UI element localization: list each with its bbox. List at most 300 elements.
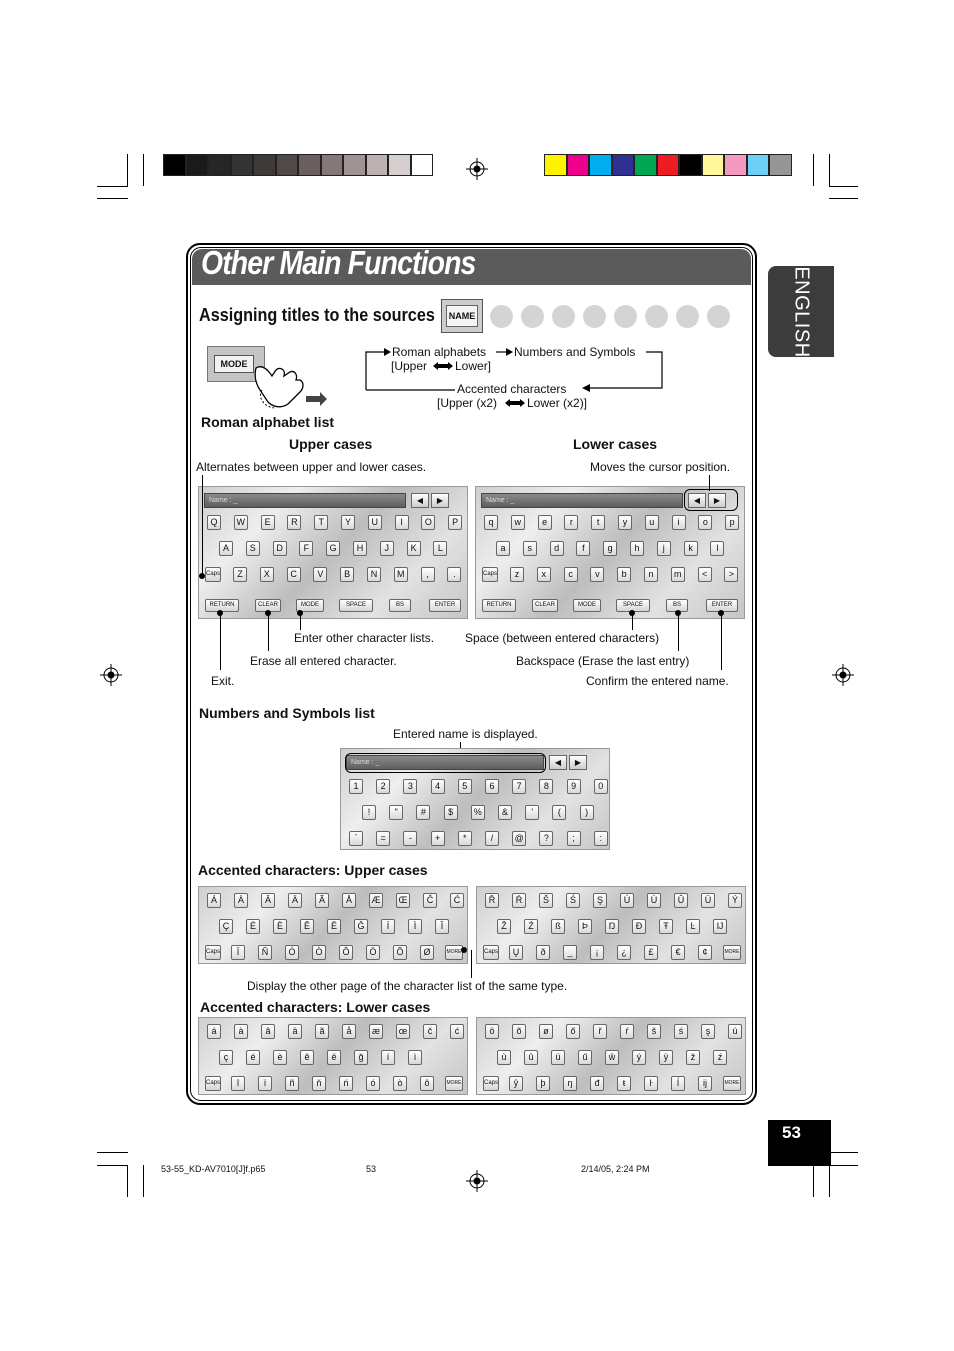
numbers-list-heading: Numbers and Symbols list — [199, 705, 375, 721]
keyboard-accented-lower-right — [476, 1017, 746, 1095]
char-key: ô — [420, 1076, 434, 1091]
more-key: MORE — [723, 1076, 741, 1091]
char-key: È — [273, 919, 287, 934]
page-title: Other Main Functions — [201, 244, 476, 281]
crop-mark — [829, 1152, 858, 1153]
char-key: f — [576, 541, 590, 556]
language-tab — [768, 266, 834, 357]
char-key: î — [231, 1076, 245, 1091]
char-key: i — [672, 515, 686, 530]
cursor-right-key: ▶ — [431, 493, 449, 508]
registration-mark-icon — [100, 664, 122, 686]
char-key: n — [644, 567, 658, 582]
char-key: Č — [423, 893, 437, 908]
char-key: h — [630, 541, 644, 556]
color-swatch — [634, 154, 657, 176]
char-key: Ù — [647, 893, 661, 908]
char-key: Û — [674, 893, 688, 908]
callout-dot — [718, 610, 724, 616]
callout-line — [678, 613, 679, 651]
char-key: Z — [233, 567, 247, 582]
footer-page: 53 — [366, 1164, 377, 1174]
callout-dot — [217, 610, 223, 616]
char-key: Í — [381, 919, 395, 934]
char-key: ú — [728, 1024, 742, 1039]
callout-line — [721, 613, 722, 670]
char-key: M — [394, 567, 408, 582]
color-swatch — [343, 154, 366, 176]
callout-bs: Backspace (Erase the last entry) — [516, 654, 690, 668]
footer-date: 2/14/05, 2:24 PM — [581, 1164, 650, 1174]
char-key: Ř — [485, 893, 499, 908]
char-key: ö — [485, 1024, 499, 1039]
color-swatch — [321, 154, 344, 176]
char-key: Ŕ — [512, 893, 526, 908]
char-key: ć — [450, 1024, 464, 1039]
char-key: ĳ — [698, 1076, 712, 1091]
caps-key: Caps — [483, 1076, 499, 1091]
color-swatch — [567, 154, 590, 176]
char-key: Ú — [620, 893, 634, 908]
char-key: _ — [563, 945, 577, 960]
char-key: k — [684, 541, 698, 556]
char-key: í — [381, 1050, 395, 1065]
char-key: & — [498, 805, 512, 820]
footer-file: 53-55_KD-AV7010[J]f.p65 — [161, 1164, 266, 1174]
char-key: l — [710, 541, 724, 556]
keyboard-accented-upper-left — [198, 886, 468, 964]
char-key: p — [725, 515, 739, 530]
accented-upper-heading: Accented characters: Upper cases — [198, 862, 428, 878]
char-key: " — [389, 805, 403, 820]
char-key: / — [485, 831, 499, 846]
registration-mark-icon — [466, 158, 488, 180]
char-key: K — [407, 541, 421, 556]
hand-pointer-icon — [248, 360, 328, 412]
crop-mark — [813, 1165, 814, 1197]
caps-note: Alternates between upper and lower cases. — [196, 460, 427, 474]
accented-lower-heading: Accented characters: Lower cases — [200, 999, 431, 1015]
crop-mark — [97, 1165, 128, 1166]
char-key: 3 — [403, 779, 417, 794]
char-key: X — [260, 567, 274, 582]
char-key: Ã — [315, 893, 329, 908]
color-swatch — [231, 154, 254, 176]
color-swatch — [702, 154, 725, 176]
char-key: ø — [539, 1024, 553, 1039]
char-key: ź — [713, 1050, 727, 1065]
caps-key: Caps — [482, 567, 498, 582]
char-key: ŕ — [620, 1024, 634, 1039]
char-key: Ë — [327, 919, 341, 934]
char-key: r — [564, 515, 578, 530]
color-swatch — [612, 154, 635, 176]
char-key: ó — [366, 1076, 380, 1091]
char-key: Æ — [369, 893, 383, 908]
char-key: A — [219, 541, 233, 556]
registration-mark-icon — [466, 1170, 488, 1192]
callout-dot — [199, 573, 205, 579]
name-button-illustration — [441, 299, 483, 333]
char-key: 5 — [458, 779, 472, 794]
char-key: Ä — [288, 893, 302, 908]
callout-line — [471, 950, 472, 978]
char-key: ) — [580, 805, 594, 820]
char-key: % — [471, 805, 485, 820]
char-key: ű — [578, 1050, 592, 1065]
char-key: H — [353, 541, 367, 556]
char-key: ! — [362, 805, 376, 820]
caps-key: Caps — [205, 945, 221, 960]
char-key: è — [273, 1050, 287, 1065]
char-key: B — [340, 567, 354, 582]
char-key: å — [342, 1024, 356, 1039]
char-key: = — [376, 831, 390, 846]
function-key-mode: MODE — [296, 599, 324, 612]
crop-mark — [127, 154, 128, 186]
char-key: D — [273, 541, 287, 556]
callout-line — [202, 475, 203, 575]
char-key: đ — [590, 1076, 604, 1091]
char-key: 8 — [539, 779, 553, 794]
color-swatch — [589, 154, 612, 176]
keyboard-accented-lower-left — [198, 1017, 468, 1095]
char-key: ë — [327, 1050, 341, 1065]
char-key: ñ — [285, 1076, 299, 1091]
char-key: T — [314, 515, 328, 530]
char-key: € — [671, 945, 685, 960]
char-key: ¢ — [698, 945, 712, 960]
char-key: Œ — [396, 893, 410, 908]
callout-dot — [297, 610, 303, 616]
function-key-return: RETURN — [205, 599, 239, 612]
char-key: û — [524, 1050, 538, 1065]
callout-dot — [461, 947, 467, 953]
char-key: 0 — [594, 779, 608, 794]
char-key: E — [261, 515, 275, 530]
char-key: Á — [207, 893, 221, 908]
grayscale-calibration-bar — [163, 154, 433, 176]
char-key: Õ — [393, 945, 407, 960]
char-key: e — [538, 515, 552, 530]
char-key: u — [645, 515, 659, 530]
callout-space: Space (between entered characters) — [465, 631, 660, 645]
char-key: > — [724, 567, 738, 582]
char-key: Ò — [312, 945, 326, 960]
name-button-label: NAME — [446, 305, 478, 327]
char-key: þ — [536, 1076, 550, 1091]
lower-cases-heading: Lower cases — [573, 436, 658, 452]
char-key: I — [395, 515, 409, 530]
char-key: ő — [566, 1024, 580, 1039]
crop-mark — [829, 198, 858, 199]
char-key: q — [484, 515, 498, 530]
name-input-field: Name : _ — [481, 493, 683, 508]
char-key: + — [431, 831, 445, 846]
char-key: b — [617, 567, 631, 582]
char-key: ß — [551, 919, 565, 934]
char-key: č — [423, 1024, 437, 1039]
crop-mark — [143, 1165, 144, 1197]
char-key: c — [564, 567, 578, 582]
name-field-highlight — [345, 753, 546, 773]
char-key: Đ — [632, 919, 646, 934]
color-swatch — [679, 154, 702, 176]
char-key: P — [448, 515, 462, 530]
char-key: ŷ — [509, 1076, 523, 1091]
more-key: MORE — [723, 945, 741, 960]
color-swatch — [366, 154, 389, 176]
char-key: d — [550, 541, 564, 556]
more-key: MORE — [445, 945, 463, 960]
char-key: V — [313, 567, 327, 582]
callout-dot — [675, 610, 681, 616]
crop-mark — [127, 1165, 128, 1197]
char-key: G — [326, 541, 340, 556]
callout-return: Exit. — [211, 674, 235, 688]
language-tab-label: ENGLISH — [790, 265, 813, 358]
name-input-field: Name : _ — [204, 493, 406, 508]
char-key: ř — [593, 1024, 607, 1039]
char-key: W — [234, 515, 248, 530]
char-key: Â — [261, 893, 275, 908]
cursor-left-key: ◀ — [549, 755, 567, 770]
registration-mark-icon — [832, 664, 854, 686]
crop-mark — [97, 198, 128, 199]
char-key: ü — [551, 1050, 565, 1065]
crop-mark — [143, 154, 144, 186]
char-key: Ų — [509, 945, 523, 960]
char-key: æ — [369, 1024, 383, 1039]
function-key-return: RETURN — [482, 599, 516, 612]
char-key: < — [698, 567, 712, 582]
cursor-note: Moves the cursor position. — [590, 460, 731, 474]
char-key: j — [657, 541, 671, 556]
char-key: ç — [219, 1050, 233, 1065]
cursor-left-key: ◀ — [411, 493, 429, 508]
char-key: ' — [525, 805, 539, 820]
char-key: ¿ — [617, 945, 631, 960]
page-number: 53 — [782, 1123, 801, 1142]
color-swatch — [208, 154, 231, 176]
char-key: à — [234, 1024, 248, 1039]
char-key: ś — [674, 1024, 688, 1039]
cursor-right-key: ▶ — [569, 755, 587, 770]
function-key-bs: BS — [389, 599, 411, 612]
entered-name-note: Entered name is displayed. — [393, 727, 538, 741]
char-key: ï — [258, 1076, 272, 1091]
cursor-left-key: ◀ — [688, 493, 706, 508]
function-key-clear: CLEAR — [255, 599, 281, 612]
char-key: g — [603, 541, 617, 556]
page-number-box — [768, 1120, 831, 1166]
crop-mark — [813, 154, 814, 186]
crop-mark — [829, 186, 858, 187]
char-key: ä — [288, 1024, 302, 1039]
char-key: . — [447, 567, 461, 582]
flow-accented: Accented characters — [457, 382, 567, 396]
mode-flow-diagram — [360, 340, 670, 420]
char-key: 9 — [567, 779, 581, 794]
char-key: Ï — [231, 945, 245, 960]
char-key: # — [416, 805, 430, 820]
char-key: Ś — [566, 893, 580, 908]
char-key: ŀ — [644, 1076, 658, 1091]
char-key: 7 — [512, 779, 526, 794]
char-key: Ŋ — [605, 919, 619, 934]
char-key: ş — [701, 1024, 715, 1039]
char-key: Þ — [578, 919, 592, 934]
color-swatch — [276, 154, 299, 176]
char-key: ň — [312, 1076, 326, 1091]
char-key: Ý — [728, 893, 742, 908]
char-key: Š — [539, 893, 553, 908]
flow-upper-x2: [Upper (x2) — [437, 396, 498, 410]
function-key-bs: BS — [666, 599, 688, 612]
color-swatch — [298, 154, 321, 176]
char-key: $ — [444, 805, 458, 820]
char-key: Ê — [300, 919, 314, 934]
callout-clear: Erase all entered character. — [250, 654, 397, 668]
flow-roman: Roman alphabets — [392, 345, 487, 359]
char-key: ì — [408, 1050, 422, 1065]
char-key: @ — [512, 831, 526, 846]
char-key: ń — [339, 1076, 353, 1091]
caps-key: Caps — [205, 567, 221, 582]
char-key: R — [287, 515, 301, 530]
char-key: Ŧ — [659, 919, 673, 934]
char-key: U — [368, 515, 382, 530]
function-key-space: SPACE — [339, 599, 373, 612]
color-swatch — [747, 154, 770, 176]
color-swatch — [724, 154, 747, 176]
char-key: À — [234, 893, 248, 908]
callout-enter: Confirm the entered name. — [586, 674, 729, 688]
char-key: ` — [349, 831, 363, 846]
char-key: ŋ — [563, 1076, 577, 1091]
char-key: : — [594, 831, 608, 846]
color-calibration-bar — [544, 154, 792, 176]
flow-lower: Lower] — [455, 359, 492, 373]
crop-mark — [97, 1152, 128, 1153]
crop-mark — [829, 154, 830, 186]
crop-mark — [97, 186, 128, 187]
char-key: 6 — [485, 779, 499, 794]
char-key: Q — [207, 515, 221, 530]
char-key: w — [511, 515, 525, 530]
char-key: t — [591, 515, 605, 530]
function-key-enter: ENTER — [429, 599, 461, 612]
color-swatch — [253, 154, 276, 176]
char-key: Ş — [593, 893, 607, 908]
char-key: é — [246, 1050, 260, 1065]
char-key: Ŀ — [686, 919, 700, 934]
char-key: É — [246, 919, 260, 934]
keyboard-accented-upper-right — [476, 886, 746, 964]
char-key: * — [458, 831, 472, 846]
char-key: õ — [512, 1024, 526, 1039]
upper-cases-heading: Upper cases — [289, 436, 373, 452]
char-key: o — [698, 515, 712, 530]
char-key: ž — [686, 1050, 700, 1065]
char-key: - — [403, 831, 417, 846]
crop-mark — [829, 1165, 858, 1166]
mode-button-label: MODE — [214, 355, 254, 373]
char-key: 1 — [349, 779, 363, 794]
char-key: Ô — [339, 945, 353, 960]
char-key: Ñ — [258, 945, 272, 960]
char-key: x — [537, 567, 551, 582]
char-key: z — [510, 567, 524, 582]
char-key: £ — [644, 945, 658, 960]
char-key: S — [246, 541, 260, 556]
flow-numbers: Numbers and Symbols — [514, 345, 636, 359]
char-key: ã — [315, 1024, 329, 1039]
char-key: ò — [393, 1076, 407, 1091]
char-key: ù — [497, 1050, 511, 1065]
callout-dot — [629, 610, 635, 616]
cursor-right-key: ▶ — [708, 493, 726, 508]
char-key: ê — [300, 1050, 314, 1065]
char-key: a — [496, 541, 510, 556]
color-swatch — [163, 154, 186, 176]
char-key: ð — [536, 945, 550, 960]
char-key: ¡ — [590, 945, 604, 960]
char-key: Ĳ — [713, 919, 727, 934]
char-key: N — [367, 567, 381, 582]
char-key: Ž — [497, 919, 511, 934]
char-key: Ø — [420, 945, 434, 960]
char-key: m — [671, 567, 685, 582]
color-swatch — [657, 154, 680, 176]
more-note: Display the other page of the character list of the same type. — [247, 979, 568, 993]
char-key: Ç — [219, 919, 233, 934]
char-key: Ì — [408, 919, 422, 934]
char-key: ? — [539, 831, 553, 846]
crop-mark — [829, 1165, 830, 1197]
char-key: ý — [632, 1050, 646, 1065]
caps-key: Caps — [483, 945, 499, 960]
char-key: Y — [341, 515, 355, 530]
char-key: Ć — [450, 893, 464, 908]
color-swatch — [544, 154, 567, 176]
char-key: s — [523, 541, 537, 556]
char-key: ŧ — [617, 1076, 631, 1091]
char-key: J — [380, 541, 394, 556]
section-title: Assigning titles to the sources — [199, 305, 435, 325]
function-key-space: SPACE — [616, 599, 650, 612]
decorative-dots — [490, 305, 730, 328]
char-key: ( — [552, 805, 566, 820]
char-key: Å — [342, 893, 356, 908]
char-key: ; — [567, 831, 581, 846]
char-key: L — [433, 541, 447, 556]
char-key: v — [590, 567, 604, 582]
function-key-clear: CLEAR — [532, 599, 558, 612]
callout-line — [220, 613, 221, 670]
cursor-keys-highlight — [684, 489, 738, 511]
char-key: 4 — [431, 779, 445, 794]
flow-upper: [Upper — [391, 359, 428, 373]
char-key: Ö — [366, 945, 380, 960]
char-key: Î — [435, 919, 449, 934]
char-key: Ź — [524, 919, 538, 934]
char-key: á — [207, 1024, 221, 1039]
char-key: š — [647, 1024, 661, 1039]
flow-lower-x2: Lower (x2)] — [527, 396, 588, 410]
color-swatch — [388, 154, 411, 176]
more-key: MORE — [445, 1076, 463, 1091]
